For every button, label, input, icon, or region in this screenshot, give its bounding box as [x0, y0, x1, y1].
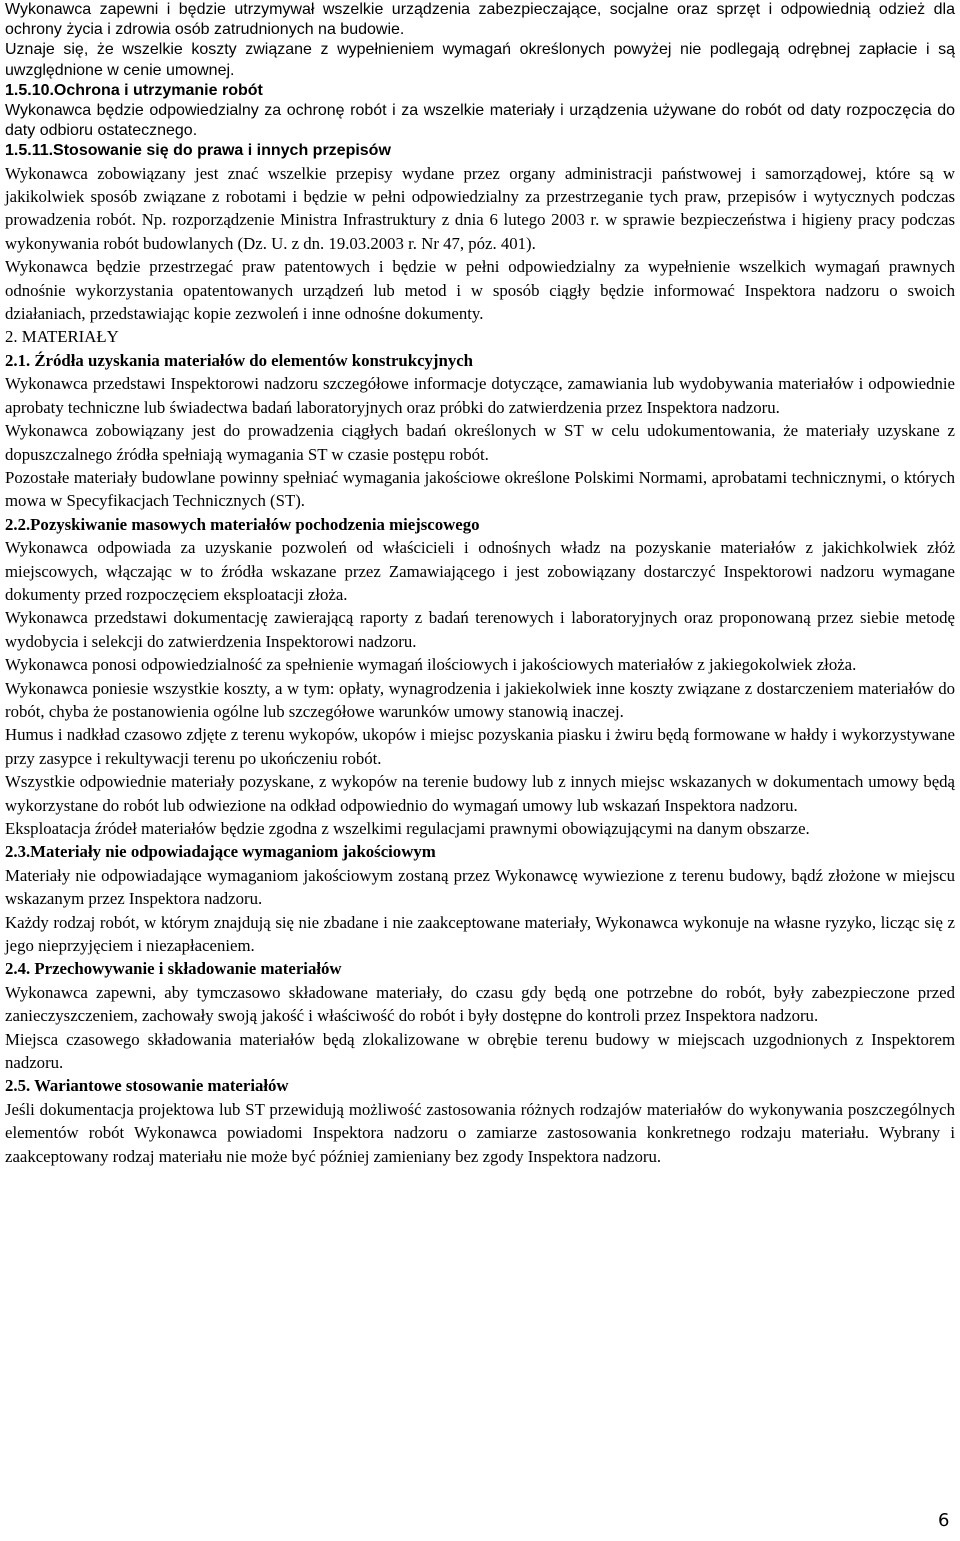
section-heading: 2.4. Przechowywanie i składowanie materiałów: [5, 959, 342, 979]
paragraph: Wykonawca poniesie wszystkie koszty, a w tym: opłaty, wynagrodzenia i jakiekolwiek inne koszty związane z dostarczeniem materiałów do robót, chyba że postanowienia ogólne lub szczegółowe warunków umowy stanowią inaczej.: [5, 678, 955, 721]
paragraph: 2. MATERIAŁY: [5, 327, 119, 347]
paragraph: Wykonawca zapewni, aby tymczasowo składowane materiały, do czasu gdy będą one potrzebne do robót, były zabezpieczone przed zanieczyszczeniem, zachowały swoją jakość i właściwość do robót i były dostępne do kontroli przez Inspektora nadzoru.: [5, 982, 955, 1026]
section-heading: 2.3.Materiały nie odpowiadające wymaganiom jakościowym: [5, 842, 436, 862]
section-heading: 1.5.11.Stosowanie się do prawa i innych przepisów: [5, 142, 391, 160]
paragraph: Pozostałe materiały budowlane powinny spełniać wymagania jakościowe określone Polskimi Normami, aprobatami technicznymi, o których mowa w Specyfikacjach Technicznych (ST).: [5, 467, 955, 511]
paragraph: Uznaje się, że wszelkie koszty związane z wypełnieniem wymagań określonych powyżej nie podlegają odrębnej zapłacie i są uwzględnione w cenie umownej.: [5, 41, 955, 79]
paragraph: Wykonawca będzie odpowiedzialny za ochronę robót i za wszelkie materiały i urządzenia używane do robót od daty rozpoczęcia do daty odbioru ostatecznego.: [5, 102, 955, 140]
paragraph: Wszystkie odpowiednie materiały pozyskane, z wykopów na terenie budowy lub z innych miejsc wskazanych w dokumentach umowy będą wykorzystane do robót lub odwiezione na odkład odpowiednio do wymagań umowy lub wskazań Inspektora nadzoru.: [5, 772, 955, 815]
section-heading: 1.5.10.Ochrona i utrzymanie robót: [5, 81, 263, 99]
section-heading: 2.2.Pozyskiwanie masowych materiałów pochodzenia miejscowego: [5, 514, 480, 534]
paragraph: Wykonawca przedstawi dokumentację zawierającą raporty z badań terenowych i laboratoryjnych oraz proponowaną przez siebie metodę wydobycia i selekcji do zatwierdzenia Inspektorowi nadzoru.: [5, 608, 955, 651]
paragraph: Wykonawca zobowiązany jest znać wszelkie przepisy wydane przez organy administracji państwowej i samorządowej, które są w jakikolwiek sposób związane z robotami i będzie w pełni odpowiedzialny za przestrzeganie tych praw, przepisów i wytycznych podczas prowadzenia robót. Np. rozporządzenie Ministra Infrastruktury z dnia 6 lutego 2003 r. w sprawie bezpieczeństwa i higieny pracy podczas wykonywania robót budowlanych (Dz. U. z dn. 19.03.2003 r. Nr 47, póz. 401).: [5, 163, 955, 253]
paragraph: Każdy rodzaj robót, w którym znajdują się nie zbadane i nie zaakceptowane materiały, Wykonawca wykonuje na własne ryzyko, licząc się z jego nieprzyjęciem i niezapłaceniem.: [5, 912, 955, 956]
paragraph: Wykonawca zapewni i będzie utrzymywał wszelkie urządzenia zabezpieczające, socjalne oraz sprzęt i odpowiednią odzież dla ochrony życia i zdrowia osób zatrudnionych na budowie.: [5, 1, 955, 39]
paragraph: Wykonawca odpowiada za uzyskanie pozwoleń od właścicieli i odnośnych władz na pozyskanie materiałów z jakichkolwiek złóż miejscowych, włączając w to źródła wskazane przez Zamawiającego i jest zobowiązany dostarczyć Inspektorowi nadzoru wymagane dokumenty przed rozpoczęciem eksploatacji złoża.: [5, 538, 955, 604]
paragraph: Materiały nie odpowiadające wymaganiom jakościowym zostaną przez Wykonawcę wywiezione z terenu budowy, bądź złożone w miejscu wskazanym przez Inspektora nadzoru.: [5, 865, 955, 909]
page-number: 6: [938, 1510, 950, 1531]
document-body: [5, 0, 955, 1168]
paragraph: Miejsca czasowego składowania materiałów będą zlokalizowane w obrębie terenu budowy w miejscach uzgodnionych z Inspektorem nadzoru.: [5, 1029, 955, 1073]
paragraph: Wykonawca ponosi odpowiedzialność za spełnienie wymagań ilościowych i jakościowych materiałów z jakiegokolwiek złoża.: [5, 655, 857, 675]
section-heading: 2.5. Wariantowe stosowanie materiałów: [5, 1076, 289, 1096]
paragraph: Humus i nadkład czasowo zdjęte z terenu wykopów, ukopów i miejsc pozyskania piasku i żwiru będą formowane w hałdy i wykorzystywane przy zasypce i rekultywacji terenu po ukończeniu robót.: [5, 725, 955, 768]
section-heading: 2.1. Źródła uzyskania materiałów do elementów konstrukcyjnych: [5, 350, 474, 370]
paragraph: Eksploatacja źródeł materiałów będzie zgodna z wszelkimi regulacjami prawnymi obowiązującymi na danym obszarze.: [5, 819, 810, 838]
paragraph: Wykonawca przedstawi Inspektorowi nadzoru szczegółowe informacje dotyczące, zamawiania lub wydobywania materiałów i odpowiednie aprobaty techniczne lub świadectwa badań laboratoryjnych oraz próbki do zatwierdzenia przez Inspektora nadzoru.: [5, 374, 955, 417]
paragraph: Jeśli dokumentacja projektowa lub ST przewidują możliwość zastosowania różnych rodzajów materiałów do wykonywania poszczególnych elementów robót Wykonawca powiadomi Inspektora nadzoru o zamiarze zastosowania konkretnego rodzaju materiału. Wybrany i zaakceptowany rodzaj materiału nie może być później zamieniany bez zgody Inspektora nadzoru.: [5, 1099, 955, 1166]
paragraph: Wykonawca zobowiązany jest do prowadzenia ciągłych badań określonych w ST w celu udokumentowania, że materiały uzyskane z dopuszczalnego źródła spełniają wymagania ST w czasie postępu robót.: [5, 421, 955, 464]
paragraph: Wykonawca będzie przestrzegać praw patentowych i będzie w pełni odpowiedzialny za wypełnienie wszelkich wymagań prawnych odnośnie wykorzystania opatentowanych urządzeń lub metod i w sposób ciągły będzie informować Inspektora nadzoru o swoich działaniach, przedstawiając kopie zezwoleń i inne odnośne dokumenty.: [5, 257, 955, 324]
